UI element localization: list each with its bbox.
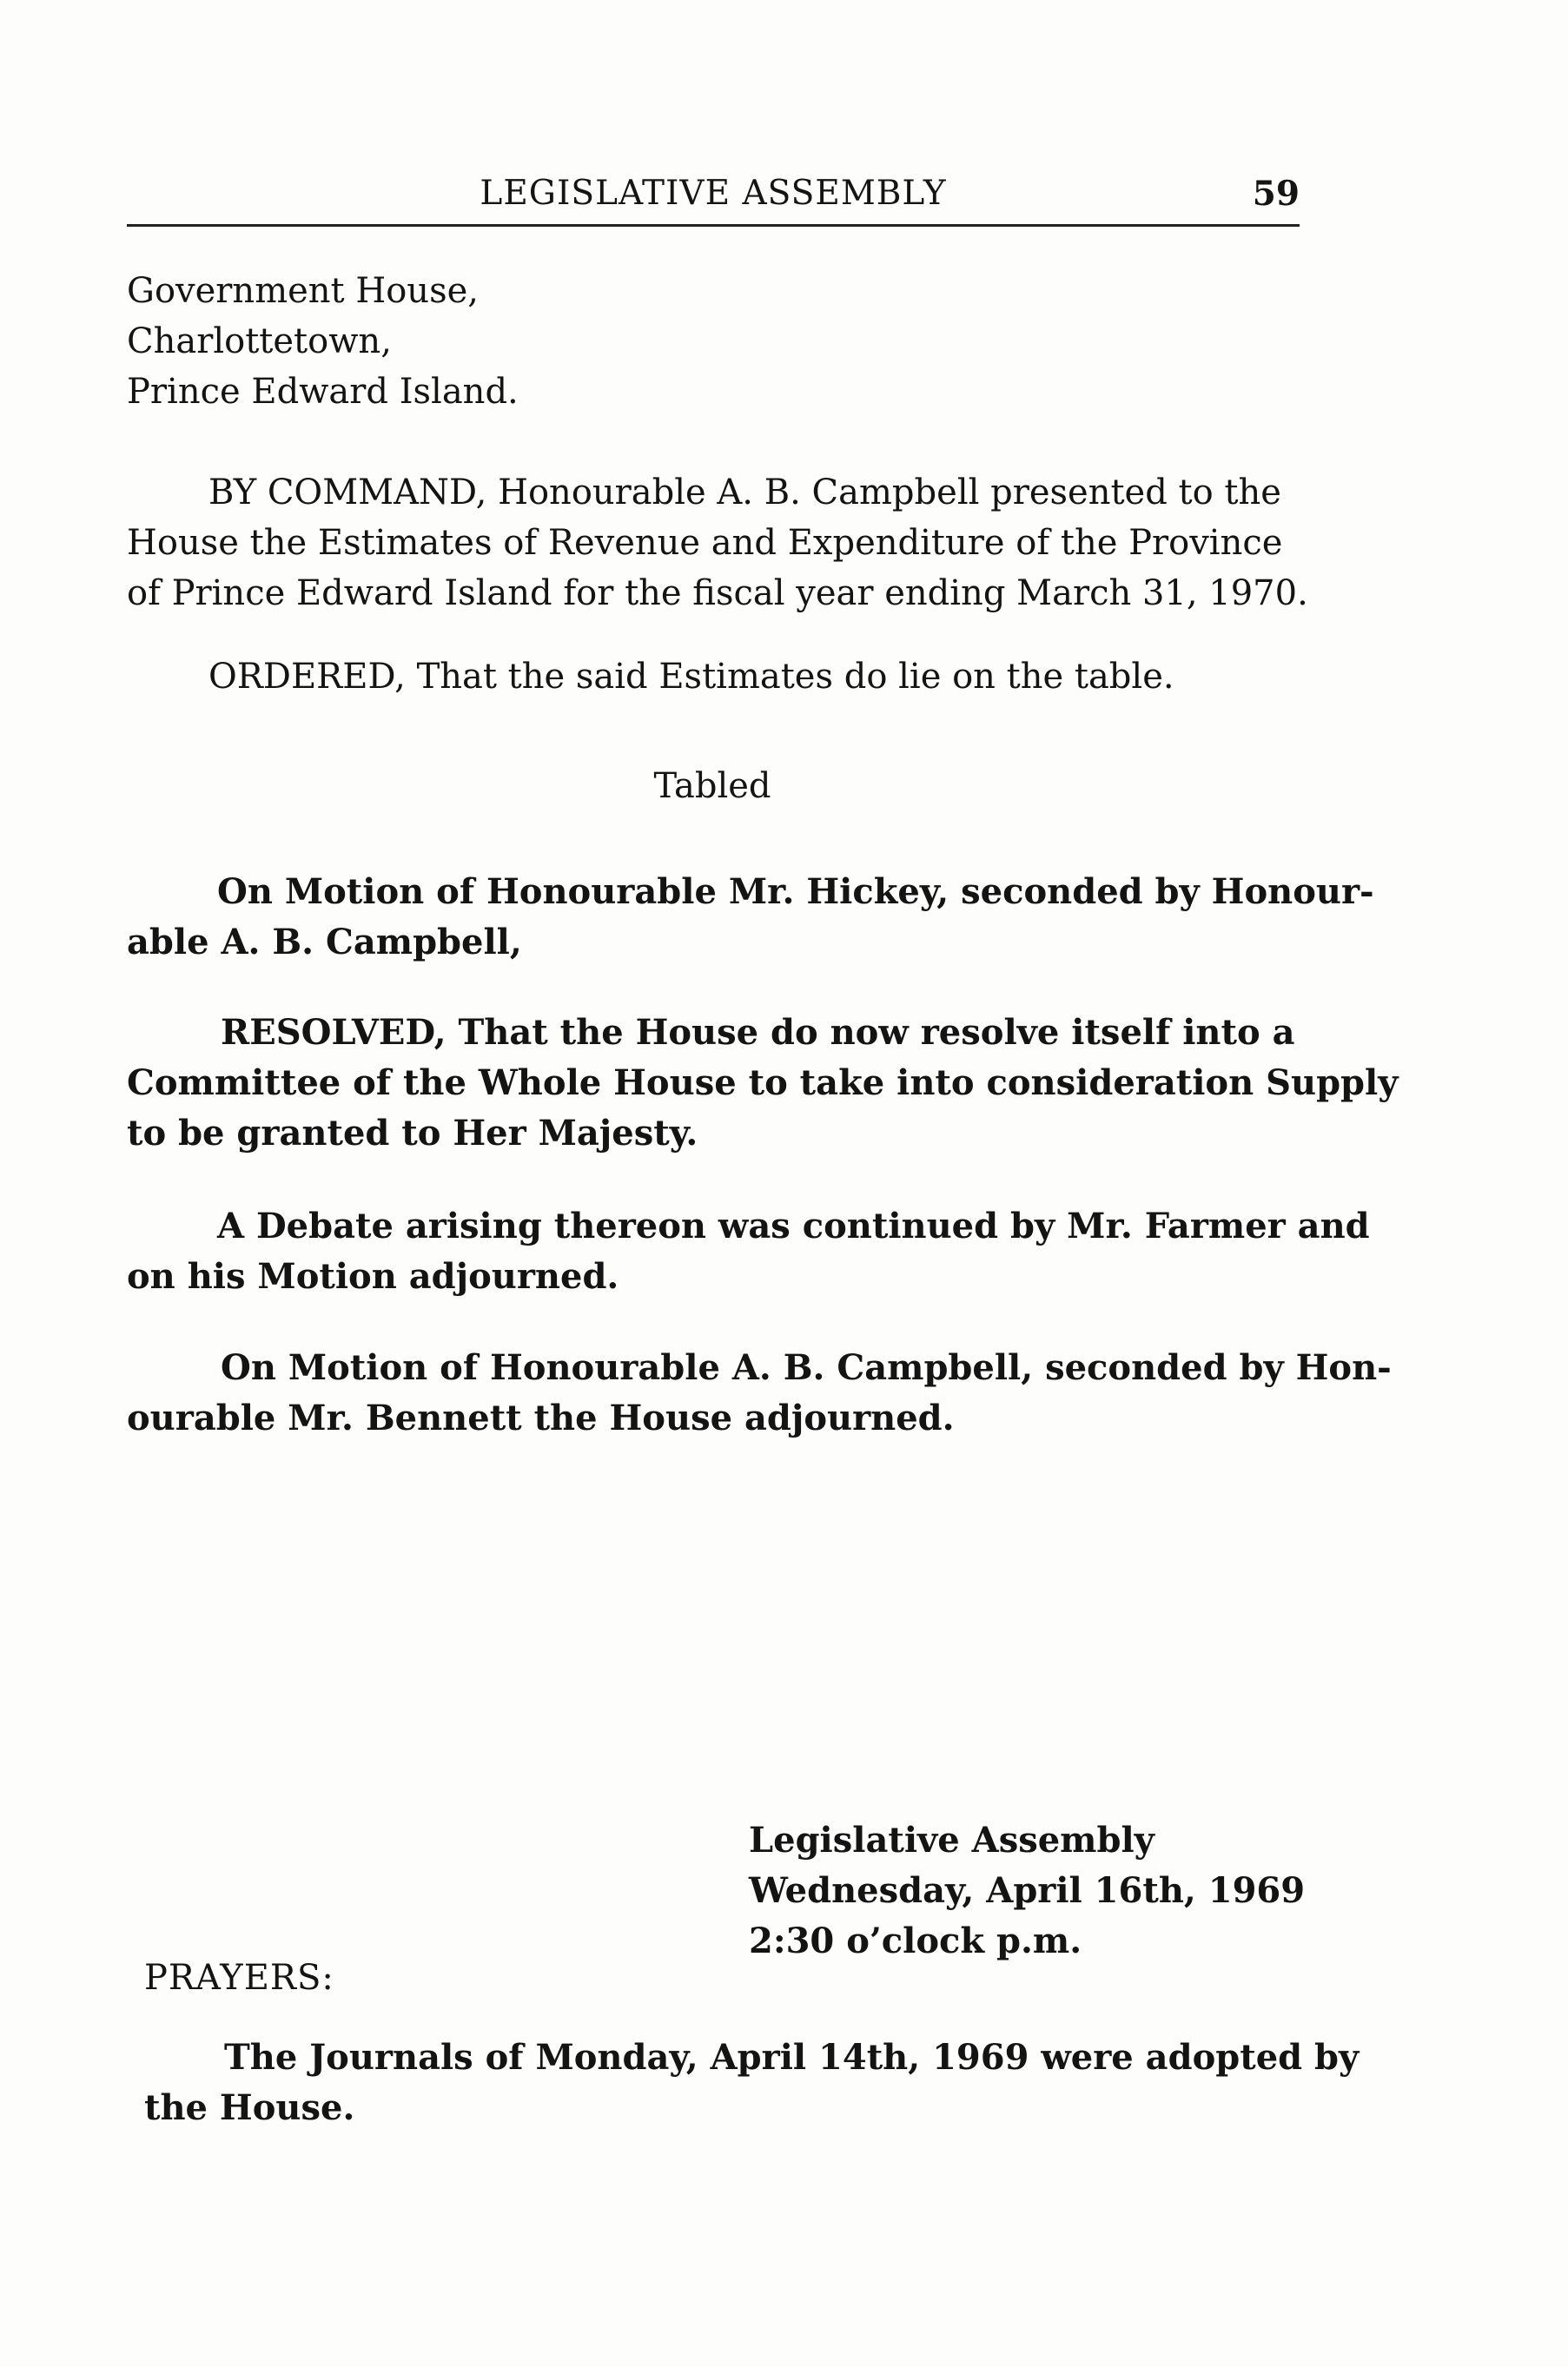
tabled-label [0,761,1425,811]
command-paragraph [127,467,1308,618]
resolved-paragraph [127,1008,1399,1159]
paragraph-line: the House. [144,2087,355,2128]
paragraph-line: The Journals of Monday, April 14th, 1969 were adopted by [224,2037,1360,2078]
address-block [127,266,519,417]
ordered-paragraph [208,651,1174,702]
paragraph-line: to be granted to Her Majesty. [127,1113,698,1154]
paragraph-line: On Motion of Honourable A. B. Campbell, seconded by Hon- [221,1347,1392,1388]
prayers-text: PRAYERS: [144,1958,334,1998]
sitting-line: Wednesday, April 16th, 1969 [749,1870,1306,1911]
motion-paragraph-2 [127,1343,1392,1444]
motion-paragraph-1 [127,867,1374,968]
address-line: Government House, [127,271,479,311]
paragraph-line: Committee of the Whole House to take into consideration Supply [127,1062,1399,1103]
tabled-text: Tabled [653,766,771,806]
journals-paragraph [144,2033,1360,2133]
sitting-line: 2:30 o’clock p.m. [749,1921,1082,1961]
paragraph-line: ORDERED, That the said Estimates do lie on the table. [208,657,1174,697]
debate-paragraph [127,1201,1370,1302]
paragraph-line: On Motion of Honourable Mr. Hickey, seconded by Honour- [217,871,1374,912]
prayers-heading [144,1953,334,2003]
paragraph-line: BY COMMAND, Honourable A. B. Campbell presented to the [208,473,1281,512]
paragraph-line: on his Motion adjourned. [127,1256,619,1297]
sitting-block [749,1815,1305,1967]
paragraph-line: A Debate arising thereon was continued by Mr. Farmer and [217,1206,1370,1246]
address-line: Charlottetown, [127,321,392,361]
address-line: Prince Edward Island. [127,372,519,412]
header-title: LEGISLATIVE ASSEMBLY [480,174,947,213]
paragraph-line: ourable Mr. Bennett the House adjourned. [127,1398,955,1438]
paragraph-line: House the Estimates of Revenue and Expenditure of the Province [127,523,1283,563]
paragraph-line: RESOLVED, That the House do now resolve itself into a [221,1012,1295,1053]
paragraph-line: able A. B. Campbell, [127,922,522,962]
page-header [127,172,1300,227]
sitting-line: Legislative Assembly [749,1820,1154,1861]
paragraph-line: of Prince Edward Island for the fiscal year ending March 31, 1970. [127,573,1308,613]
page-number: 59 [1252,174,1300,214]
